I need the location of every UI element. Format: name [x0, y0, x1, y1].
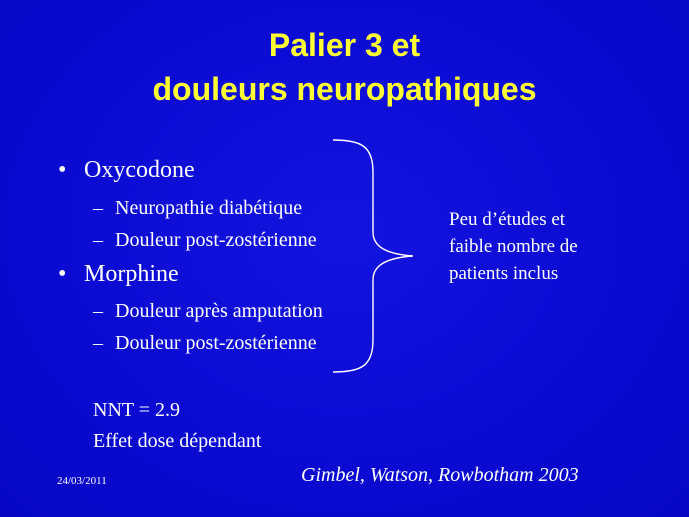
subitem-douleur-post-zosterienne-1	[93, 228, 317, 252]
bullet-label: Morphine	[84, 261, 179, 287]
brace-note-line-3: patients inclus	[449, 263, 559, 284]
sub-marker: –	[93, 332, 103, 354]
bullet-marker: •	[58, 261, 67, 287]
bullet-label: Oxycodone	[84, 157, 195, 183]
subitem-label: Neuropathie diabétique	[115, 197, 303, 219]
brace-note	[449, 206, 578, 287]
bullet-morphine	[58, 260, 179, 288]
slide-title-line-2: douleurs neuropathiques	[152, 71, 537, 107]
subitem-neuropathie-diabetique	[93, 196, 303, 220]
bullet-marker: •	[58, 157, 67, 183]
sub-marker: –	[93, 300, 103, 322]
dose-effect-text: Effet dose dépendant	[93, 430, 262, 452]
nnt-value: NNT = 2.9	[93, 399, 181, 421]
subitem-label: Douleur post-zostérienne	[115, 229, 317, 251]
bullet-oxycodone	[58, 156, 195, 184]
brace-note-line-2: faible nombre de	[449, 236, 578, 257]
citation: Gimbel, Watson, Rowbotham 2003	[301, 464, 579, 486]
curly-brace-icon	[325, 136, 420, 376]
sub-marker: –	[93, 229, 103, 251]
subitem-douleur-post-zosterienne-2	[93, 331, 317, 355]
brace-note-line-1: Peu d’études et	[449, 209, 566, 230]
slide-date: 24/03/2011	[57, 475, 107, 487]
subitem-label: Douleur après amputation	[115, 300, 323, 322]
sub-marker: –	[93, 197, 103, 219]
subitem-label: Douleur post-zostérienne	[115, 332, 317, 354]
slide-title-line-1: Palier 3 et	[268, 27, 421, 63]
subitem-douleur-apres-amputation	[93, 299, 323, 323]
